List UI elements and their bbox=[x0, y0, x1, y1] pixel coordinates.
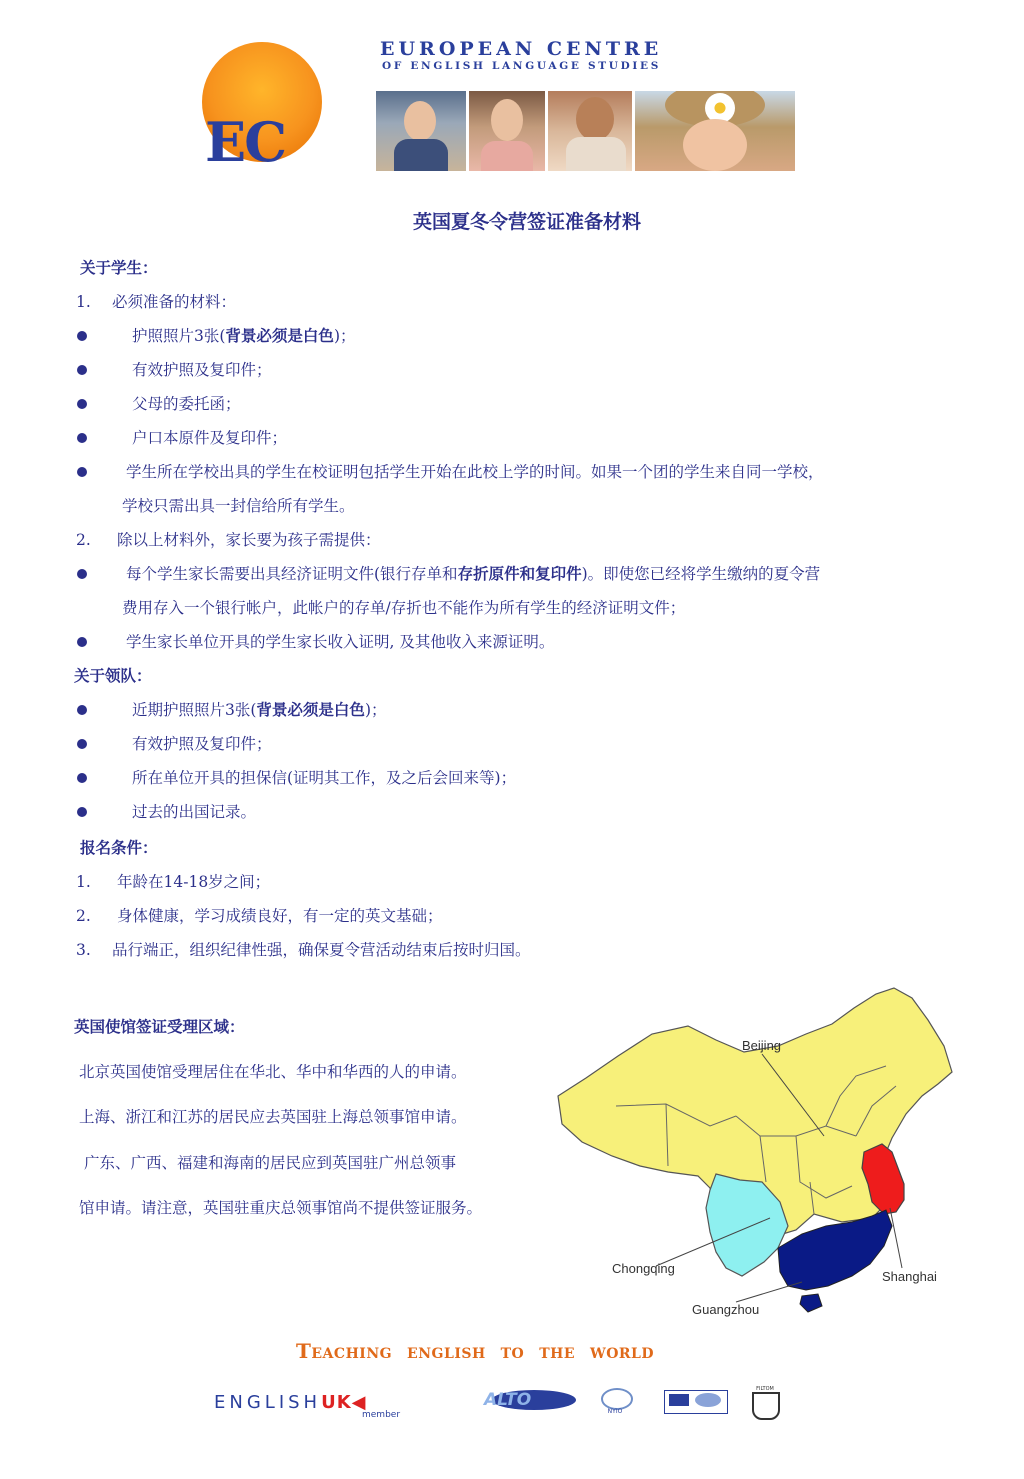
students-bullet-financial-line2: 费用存入一个银行帐户，此帐户的存单/存折也不能作为所有学生的经济证明文件； bbox=[122, 599, 686, 617]
org-name-line1: EUROPEAN CENTRE bbox=[380, 38, 663, 60]
org-name-line2: OF ENGLISH LANGUAGE STUDIES bbox=[382, 60, 662, 72]
requirement2-number: 2. bbox=[76, 907, 91, 925]
embassy-paragraph-guangzhou-line1: 广东、广西、福建和海南的居民应到英国驻广州总领事 bbox=[84, 1154, 457, 1172]
bullet-icon bbox=[77, 365, 87, 375]
requirement3-text: 品行端正，组织纪律性强，确保夏令营活动结束后按时归国。 bbox=[112, 941, 531, 959]
bullet-icon bbox=[77, 705, 87, 715]
students-bullet-school-cert-line2: 学校只需出具一封信给所有学生。 bbox=[122, 497, 355, 515]
students-item1-number: 1. bbox=[76, 293, 91, 311]
header-photo-strip bbox=[376, 91, 796, 171]
bullet-icon bbox=[77, 807, 87, 817]
students-item2-text: 除以上材料外，家长要为孩子需提供： bbox=[117, 531, 381, 549]
iso-logo bbox=[664, 1390, 728, 1414]
students-item1-text: 必须准备的材料： bbox=[112, 293, 237, 311]
bullet-icon bbox=[77, 739, 87, 749]
photo-girl-hat bbox=[635, 91, 795, 171]
filtom-logo: FILTOM bbox=[750, 1386, 780, 1418]
students-bullet-school-cert-line1: 学生所在学校出具的学生在校证明包括学生开始在此校上学的时间。如果一个团的学生来自同一学校， bbox=[126, 463, 824, 481]
bullet-icon bbox=[77, 399, 87, 409]
map-label-beijing: Beijing bbox=[742, 1038, 782, 1053]
students-bullet-parent-letter: 父母的委托函； bbox=[132, 395, 241, 413]
english-uk-member-label: member bbox=[362, 1410, 401, 1420]
students-heading: 关于学生： bbox=[80, 258, 158, 277]
requirements-heading: 报名条件： bbox=[80, 838, 158, 857]
photo-person-back bbox=[548, 91, 632, 171]
requirement2-text: 身体健康，学习成绩良好，有一定的英文基础； bbox=[117, 907, 443, 925]
bullet-icon bbox=[77, 467, 87, 477]
bullet-icon bbox=[77, 773, 87, 783]
alto-logo: ALTO bbox=[484, 1390, 578, 1414]
photo-senior-man bbox=[376, 91, 466, 171]
leaders-bullet-travel-record: 过去的出国记录。 bbox=[132, 803, 257, 821]
bullet-icon bbox=[77, 637, 87, 647]
leaders-bullet-passport: 有效护照及复印件； bbox=[132, 735, 272, 753]
embassy-heading: 英国使馆签证受理区域： bbox=[74, 1017, 245, 1036]
english-uk-logo: ENGLISHUK◀ bbox=[214, 1392, 370, 1413]
embassy-paragraph-shanghai: 上海、浙江和江苏的居民应去英国驻上海总领事馆申请。 bbox=[79, 1108, 467, 1126]
page-title: 英国夏冬令营签证准备材料 bbox=[412, 211, 641, 233]
bullet-icon bbox=[77, 433, 87, 443]
students-bullet-passport: 有效护照及复印件； bbox=[132, 361, 272, 379]
students-bullet-photos: 护照照片3张(背景必须是白色)； bbox=[132, 326, 356, 345]
embassy-paragraph-guangzhou-line2: 馆申请。请注意，英国驻重庆总领事馆尚不提供签证服务。 bbox=[79, 1199, 483, 1217]
leaders-bullet-guarantee: 所在单位开具的担保信(证明其工作，及之后会回来等)； bbox=[132, 769, 517, 787]
map-label-guangzhou: Guangzhou bbox=[692, 1302, 760, 1317]
ec-logo-text: EC bbox=[205, 110, 286, 174]
requirement1-number: 1. bbox=[76, 873, 91, 891]
students-bullet-hukou: 户口本原件及复印件； bbox=[132, 429, 288, 447]
bullet-icon bbox=[77, 331, 87, 341]
bullet-icon bbox=[77, 569, 87, 579]
map-label-shanghai: Shanghai bbox=[882, 1269, 937, 1284]
china-consulate-map bbox=[556, 986, 956, 1322]
map-label-chongqing: Chongqing bbox=[612, 1261, 675, 1276]
requirement1-text: 年龄在14-18岁之间； bbox=[117, 873, 271, 891]
students-bullet-income: 学生家长单位开具的学生家长收入证明, 及其他收入来源证明。 bbox=[126, 633, 555, 651]
leaders-heading: 关于领队： bbox=[74, 666, 152, 685]
embassy-paragraph-beijing: 北京英国使馆受理居住在华北、华中和华西的人的申请。 bbox=[79, 1063, 467, 1081]
nyio-logo: NYIO bbox=[595, 1388, 635, 1416]
leaders-bullet-photos: 近期护照照片3张(背景必须是白色)； bbox=[132, 700, 387, 719]
students-bullet-financial-line1: 每个学生家长需要出具经济证明文件(银行存单和存折原件和复印件)。即使您已经将学生缴纳的夏令营 bbox=[126, 564, 821, 583]
photo-woman bbox=[469, 91, 545, 171]
requirement3-number: 3. bbox=[76, 941, 91, 959]
students-item2-number: 2. bbox=[76, 531, 91, 549]
slogan: TEACHING ENGLISH TO THE WORLD bbox=[296, 1339, 655, 1363]
